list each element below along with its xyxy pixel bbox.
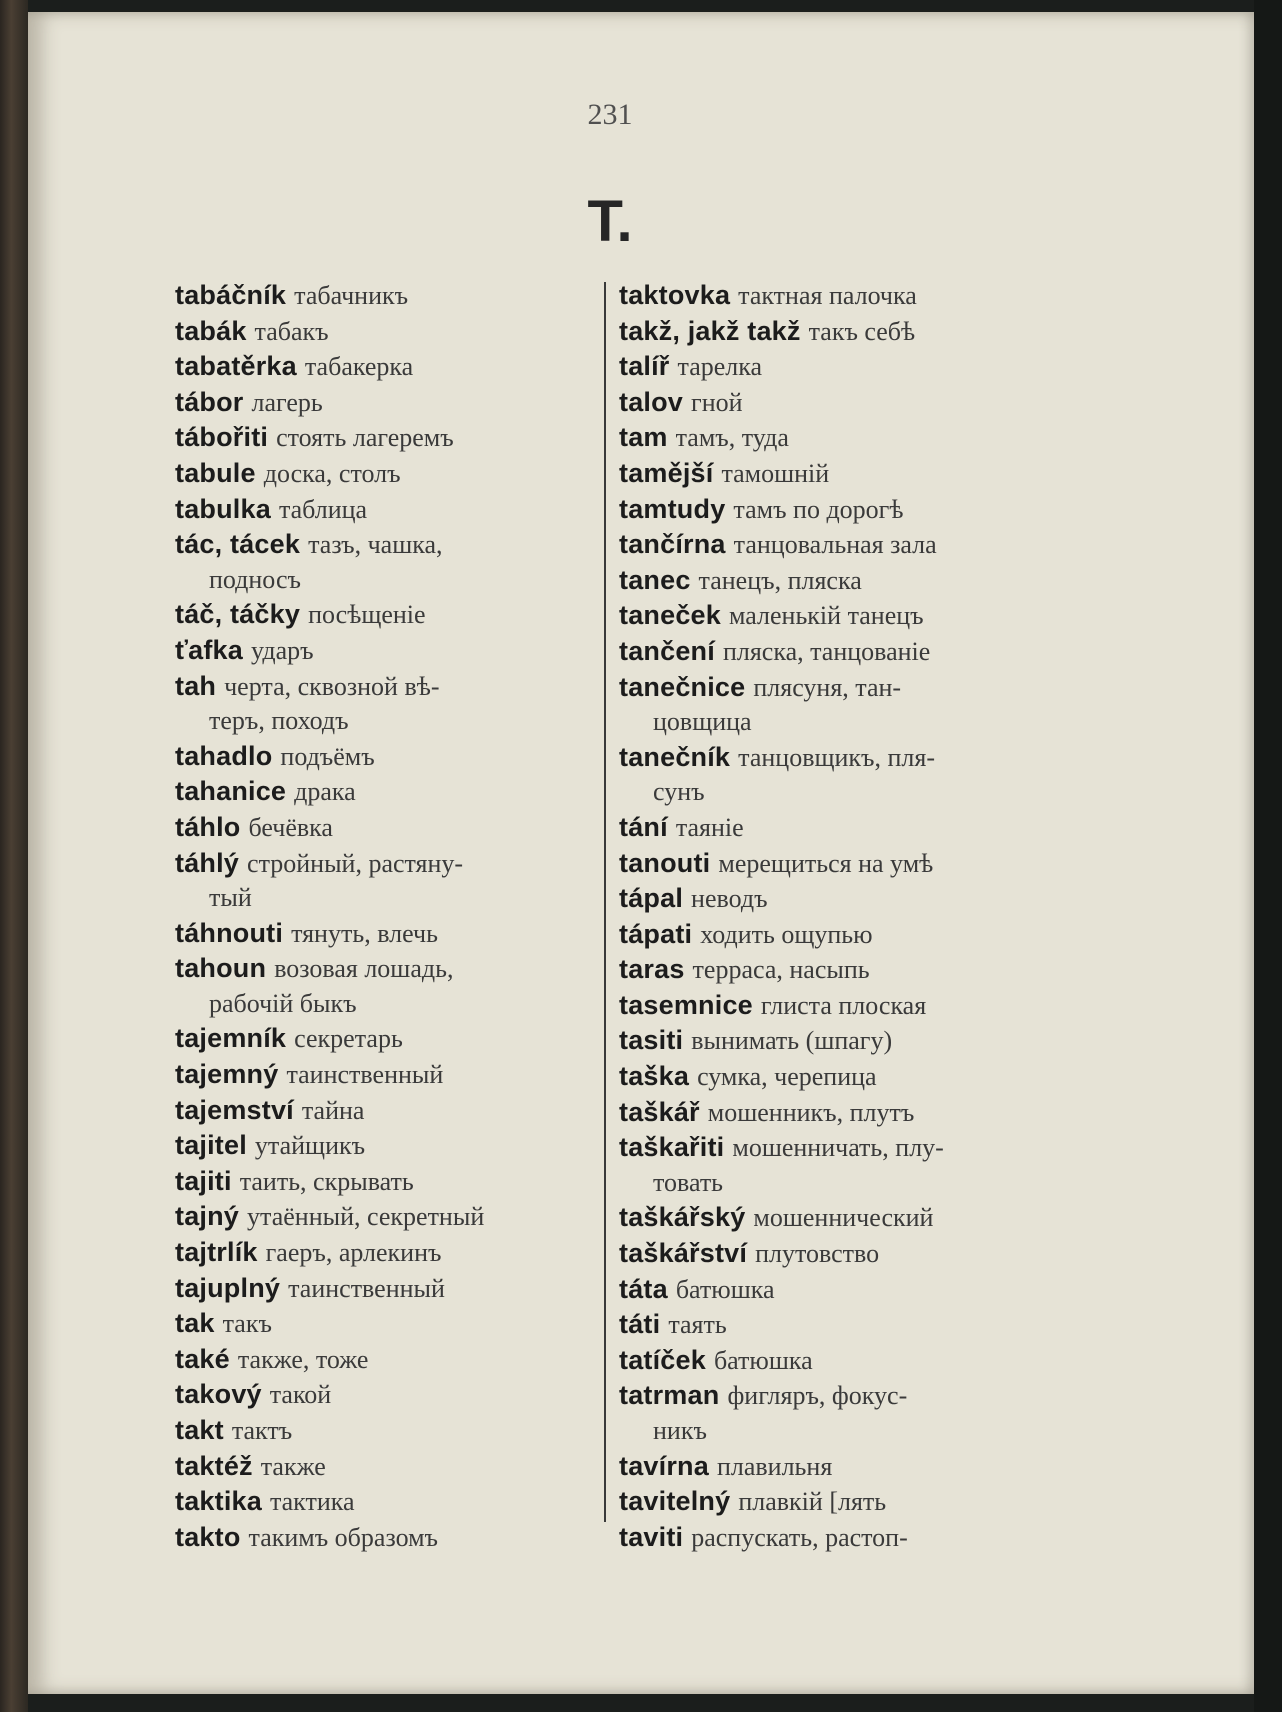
- headword: tamtudy: [619, 493, 726, 524]
- dictionary-entry: [619, 988, 1035, 1024]
- dictionary-entry: [175, 1128, 593, 1164]
- dictionary-entry: [175, 1057, 593, 1093]
- translation: батюшка: [713, 1345, 813, 1375]
- translation: драка: [294, 777, 356, 807]
- headword: taktéž: [175, 1450, 253, 1481]
- translation: такъ: [222, 1309, 272, 1339]
- headword: tápal: [619, 883, 684, 914]
- translation-continuation: товать: [653, 1167, 724, 1197]
- translation: тянуть, влечь: [291, 918, 438, 948]
- translation: гаеръ, арлекинъ: [265, 1238, 442, 1268]
- translation: ходить ощупью: [700, 919, 873, 949]
- headword: taneček: [619, 600, 721, 631]
- headword: tahanice: [175, 776, 287, 807]
- translation: тазъ, чашка,: [308, 530, 443, 560]
- dictionary-entry: [619, 1130, 1035, 1200]
- dictionary-entry: [619, 740, 1035, 810]
- translation: тамошній: [721, 458, 830, 488]
- headword: táhlý: [175, 847, 240, 878]
- headword: tamější: [619, 457, 714, 488]
- headword: tác, tácek: [175, 529, 301, 560]
- translation: терраса, насыпь: [692, 955, 870, 985]
- translation: плясуня, тан-: [753, 672, 902, 702]
- translation: черта, сквозной вѣ-: [224, 671, 440, 701]
- dictionary-entry: [175, 385, 593, 421]
- translation: танцовщикъ, пля-: [738, 742, 935, 772]
- translation: также, тоже: [237, 1344, 369, 1374]
- dictionary-entry: [619, 1484, 1035, 1520]
- translation: табакъ: [254, 316, 329, 346]
- translation: тактъ: [231, 1416, 293, 1445]
- dictionary-entry: [619, 952, 1035, 988]
- translation: тактная палочка: [738, 281, 917, 310]
- headword: tatrman: [619, 1380, 720, 1411]
- headword: talíř: [619, 351, 670, 382]
- headword: tajtrlík: [175, 1237, 258, 1268]
- translation: распускать, растоп-: [691, 1522, 908, 1552]
- translation-continuation: цовщица: [653, 707, 752, 737]
- dictionary-entry: [175, 1199, 593, 1235]
- dictionary-entry: [175, 846, 593, 916]
- dictionary-entry: [175, 633, 593, 669]
- dictionary-entry: [619, 314, 1035, 350]
- headword: tábor: [175, 386, 244, 417]
- headword: tápati: [619, 918, 693, 949]
- headword: taška: [619, 1061, 690, 1092]
- headword: tajuplný: [175, 1272, 281, 1303]
- translation: танецъ, пляска: [698, 565, 862, 595]
- translation: стоять лагеремъ: [276, 423, 454, 453]
- translation-continuation: рабочій быкъ: [209, 988, 357, 1018]
- dictionary-entry: [619, 1272, 1035, 1308]
- dictionary-entry: [619, 1449, 1035, 1485]
- translation: мошеннический: [753, 1203, 934, 1233]
- dictionary-entry: [619, 385, 1035, 421]
- translation: тайна: [301, 1095, 365, 1125]
- translation: гной: [691, 387, 743, 417]
- headword: tabáčník: [175, 280, 287, 310]
- headword: tančírna: [619, 529, 726, 560]
- headword: tah: [175, 670, 217, 701]
- translation: плавкій [лять: [738, 1487, 887, 1517]
- dictionary-entry: [175, 669, 593, 739]
- translation: плутовство: [755, 1239, 880, 1269]
- headword: tam: [619, 422, 668, 453]
- translation: маленькій танецъ: [728, 601, 924, 631]
- book-spine: [0, 0, 28, 1712]
- dictionary-entry: [175, 1342, 593, 1378]
- translation: неводъ: [691, 884, 768, 914]
- headword: také: [175, 1343, 230, 1374]
- headword: tanečnice: [619, 671, 746, 702]
- translation: таинственный: [288, 1273, 445, 1303]
- dictionary-entry: [619, 1343, 1035, 1379]
- dictionary-entry: [175, 349, 593, 385]
- headword: tajemství: [175, 1094, 294, 1125]
- dictionary-entry: [619, 1200, 1035, 1236]
- translation: утайщикъ: [254, 1131, 366, 1161]
- headword: taras: [619, 954, 685, 985]
- headword: tání: [619, 811, 668, 842]
- headword: taškařiti: [619, 1132, 725, 1163]
- headword: tanouti: [619, 847, 711, 878]
- translation: такъ себѣ: [808, 316, 916, 346]
- dictionary-entry: [175, 597, 593, 633]
- dictionary-entry: [619, 634, 1035, 670]
- dictionary-entry: [175, 527, 593, 597]
- translation: доска, столъ: [263, 458, 401, 488]
- translation: таить, скрывать: [239, 1166, 414, 1196]
- translation: возовая лошадь,: [274, 954, 454, 984]
- translation: тактика: [269, 1487, 355, 1517]
- translation: таинственный: [286, 1060, 444, 1090]
- translation: фигляръ, фокус-: [727, 1381, 908, 1411]
- headword: tabák: [175, 315, 247, 346]
- dictionary-entry: [175, 492, 593, 528]
- dictionary-entry: [175, 916, 593, 952]
- dictionary-entry: [175, 1413, 593, 1449]
- dictionary-entry: [619, 563, 1035, 599]
- dictionary-entry: [175, 774, 593, 810]
- column-divider: [604, 282, 606, 1522]
- translation: стройный, растяну-: [247, 848, 464, 878]
- translation: утаённый, секретный: [247, 1202, 485, 1232]
- translation-continuation: сунъ: [653, 777, 705, 807]
- headword: táta: [619, 1273, 668, 1304]
- section-heading: T.: [587, 189, 633, 254]
- dictionary-entry: [175, 739, 593, 775]
- dictionary-entry: [175, 1021, 593, 1057]
- translation-continuation: теръ, походъ: [209, 706, 349, 736]
- headword: tabatěrka: [175, 351, 297, 382]
- dictionary-entry: [619, 456, 1035, 492]
- dictionary-entry: [175, 1449, 593, 1485]
- translation: тамъ, туда: [675, 423, 789, 453]
- dictionary-entry: [619, 598, 1035, 634]
- headword: taškář: [619, 1096, 700, 1127]
- headword: tanečník: [619, 741, 731, 772]
- translation: таять: [668, 1310, 727, 1340]
- dictionary-entry: [619, 670, 1035, 740]
- headword: tabulka: [175, 493, 271, 524]
- translation: сумка, черепица: [697, 1062, 877, 1092]
- dictionary-entry: [175, 951, 593, 1021]
- dictionary-entry: [619, 1095, 1035, 1131]
- headword: tavitelný: [619, 1486, 731, 1517]
- translation: тамъ по дорогѣ: [733, 494, 904, 524]
- headword: táč, táčky: [175, 599, 301, 630]
- translation: посѣщеніе: [308, 600, 426, 630]
- dictionary-entry: [175, 1164, 593, 1200]
- headword: taškářství: [619, 1238, 748, 1269]
- headword: tančení: [619, 635, 715, 666]
- headword: tajitel: [175, 1130, 247, 1161]
- right-column: [619, 278, 1035, 1555]
- dictionary-entry: [175, 1271, 593, 1307]
- headword: tatíček: [619, 1344, 706, 1375]
- translation-continuation: никъ: [653, 1416, 707, 1445]
- page-edge: [1254, 0, 1282, 1712]
- translation: тарелка: [677, 352, 763, 382]
- dictionary-entry: [619, 527, 1035, 563]
- left-column: [175, 278, 593, 1555]
- dictionary-entry: [175, 420, 593, 456]
- headword: talov: [619, 386, 684, 417]
- headword: táhlo: [175, 811, 241, 842]
- translation: такой: [269, 1380, 332, 1410]
- headword: tajemník: [175, 1023, 287, 1054]
- translation: ударъ: [250, 635, 314, 665]
- translation-continuation: подносъ: [209, 564, 301, 594]
- translation-continuation: тый: [209, 883, 252, 913]
- headword: taktika: [175, 1486, 262, 1517]
- dictionary-entry: [619, 1236, 1035, 1272]
- dictionary-entry: [619, 810, 1035, 846]
- dictionary-entry: [175, 1235, 593, 1271]
- translation: вынимать (шпагу): [691, 1026, 893, 1056]
- translation: такимъ образомъ: [248, 1522, 438, 1552]
- translation: мошенникъ, плутъ: [707, 1097, 915, 1127]
- headword: takt: [175, 1415, 224, 1445]
- headword: takový: [175, 1379, 262, 1410]
- headword: takž, jakž takž: [619, 315, 801, 346]
- translation: мошенничать, плу-: [732, 1133, 944, 1163]
- dictionary-entry: [175, 1306, 593, 1342]
- dictionary-entry: [619, 278, 1035, 314]
- translation: табакерка: [304, 352, 414, 382]
- translation: также: [260, 1451, 326, 1481]
- dictionary-entry: [619, 420, 1035, 456]
- headword: taškářský: [619, 1202, 746, 1233]
- headword: táti: [619, 1309, 661, 1340]
- dictionary-entry: [619, 917, 1035, 953]
- headword: tanec: [619, 564, 691, 595]
- translation: батюшка: [675, 1274, 775, 1304]
- headword: taviti: [619, 1521, 684, 1552]
- dictionary-entry: [175, 1520, 593, 1556]
- headword: tajiti: [175, 1165, 232, 1196]
- translation: бечёвка: [248, 812, 333, 842]
- translation: подъёмъ: [280, 741, 375, 771]
- dictionary-entry: [619, 1023, 1035, 1059]
- translation: пляска, танцованіе: [722, 636, 931, 666]
- page-number: 231: [587, 98, 633, 131]
- dictionary-entry: [175, 456, 593, 492]
- translation: табачникъ: [294, 281, 409, 310]
- headword: taktovka: [619, 280, 731, 310]
- dictionary-entry: [619, 1307, 1035, 1343]
- dictionary-entry: [175, 1093, 593, 1129]
- translation: мерещиться на умѣ: [718, 848, 934, 878]
- headword: tabule: [175, 457, 256, 488]
- dictionary-entry: [175, 1377, 593, 1413]
- dictionary-entry: [175, 314, 593, 350]
- dictionary-entry: [175, 278, 593, 314]
- dictionary-entry: [619, 1520, 1035, 1556]
- translation: плавильня: [716, 1451, 833, 1481]
- dictionary-entry: [619, 492, 1035, 528]
- dictionary-entry: [175, 810, 593, 846]
- translation: лагерь: [251, 387, 323, 417]
- dictionary-entry: [619, 1059, 1035, 1095]
- headword: tavírna: [619, 1450, 709, 1481]
- headword: takto: [175, 1521, 241, 1552]
- dictionary-entry: [619, 349, 1035, 385]
- translation: танцовальная зала: [733, 530, 937, 560]
- dictionary-entry: [175, 1484, 593, 1520]
- dictionary-entry: [619, 846, 1035, 882]
- translation: секретарь: [294, 1024, 403, 1054]
- translation: глиста плоская: [760, 990, 927, 1020]
- headword: ťafka: [175, 634, 243, 665]
- headword: tak: [175, 1308, 215, 1339]
- headword: tajný: [175, 1201, 240, 1232]
- dictionary-entry: [619, 881, 1035, 917]
- headword: tajemný: [175, 1059, 279, 1090]
- translation: таблица: [278, 494, 368, 524]
- headword: tahoun: [175, 953, 267, 984]
- headword: táhnouti: [175, 917, 284, 948]
- translation: таяніе: [675, 812, 744, 842]
- headword: tasemnice: [619, 989, 753, 1020]
- headword: tasiti: [619, 1025, 684, 1056]
- headword: tábořiti: [175, 422, 269, 453]
- headword: tahadlo: [175, 740, 273, 771]
- dictionary-entry: [619, 1378, 1035, 1448]
